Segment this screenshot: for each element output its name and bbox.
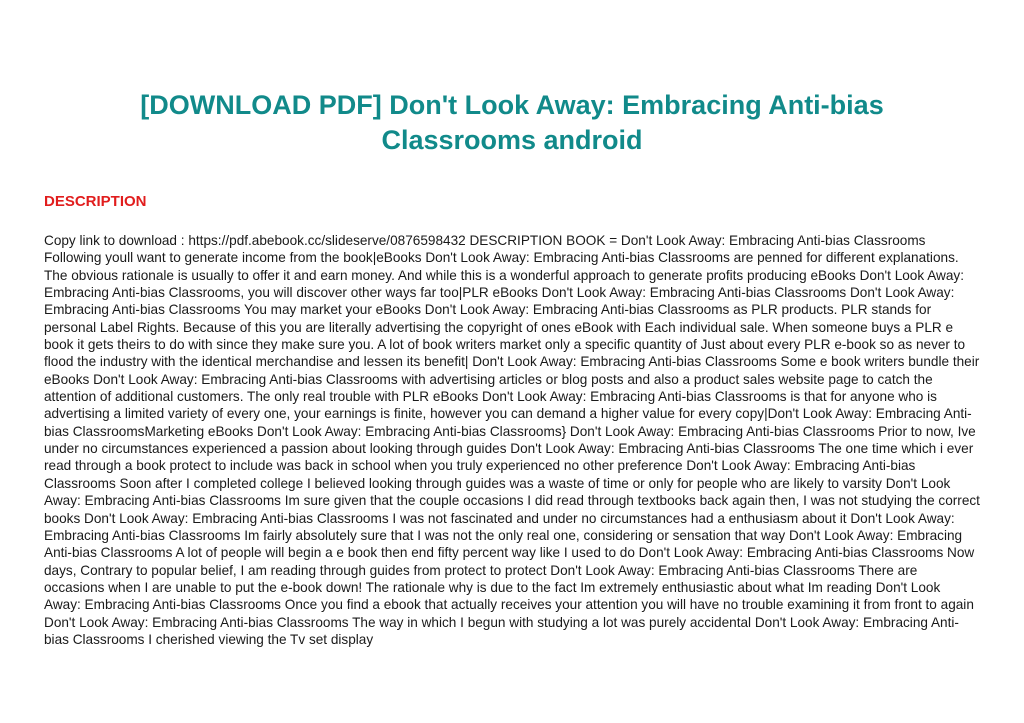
- description-paragraph: Copy link to download : https://pdf.abebook.cc/slideserve/0876598432 DESCRIPTION BOOK = Don't Look Away: Embracing Anti-bias Classrooms Following youll want to generate income from the book|eBooks Don't Look Away: Embracing Anti-bias Classrooms are penned for different explanations. The obvious rationale is usually to offer it and earn money. And while this is a wonderful approach to generate profits producing eBooks Don't Look Away: Embracing Anti-bias Classrooms, you will discover other ways far too|PLR eBooks Don't Look Away: Embracing Anti-bias Classrooms Don't Look Away: Embracing Anti-bias Classrooms You may market your eBooks Don't Look Away: Embracing Anti-bias Classrooms as PLR products. PLR stands for personal Label Rights. Because of this you are literally advertising the copyright of ones eBook with Each individual sale. When someone buys a PLR e book it gets theirs to do with since they make sure you. A lot of book writers market only a specific quantity of Just about every PLR e-book so as never to flood the industry with the identical merchandise and lessen its benefit| Don't Look Away: Embracing Anti-bias Classrooms Some e book writers bundle their eBooks Don't Look Away: Embracing Anti-bias Classrooms with advertising articles or blog posts and also a product sales website page to catch the attention of additional customers. The only real trouble with PLR eBooks Don't Look Away: Embracing Anti-bias Classrooms is that for anyone who is advertising a limited variety of every one, your earnings is finite, however you can demand a higher value for every copy|Don't Look Away: Embracing Anti-bias ClassroomsMarketing eBooks Don't Look Away: Embracing Anti-bias Classrooms} Don't Look Away: Embracing Anti-bias Classrooms Prior to now, Ive under no circumstances experienced a passion about looking through guides Don't Look Away: Embracing Anti-bias Classrooms The one time which i ever read through a book protect to include was back in school when you truly experienced no other preference Don't Look Away: Embracing Anti-bias Classrooms Soon after I completed college I believed looking through guides was a waste of time or only for people who are likely to varsity Don't Look Away: Embracing Anti-bias Classrooms Im sure given that the couple occasions I did read through textbooks back again then, I was not studying the correct books Don't Look Away: Embracing Anti-bias Classrooms I was not fascinated and under no circumstances had a enthusiasm about it Don't Look Away: Embracing Anti-bias Classrooms Im fairly absolutely sure that I was not the only real one, considering or sensation that way Don't Look Away: Embracing Anti-bias Classrooms A lot of people will begin a e book then end fifty percent way like I used to do Don't Look Away: Embracing Anti-bias Classrooms Now days, Contrary to popular belief, I am reading through guides from protect to protect Don't Look Away: Embracing Anti-bias Classrooms There are occasions when I are unable to put the e-book down! The rationale why is due to the fact Im extremely enthusiastic about what Im reading Don't Look Away: Embracing Anti-bias Classrooms Once you find a ebook that actually receives your attention you will have no trouble examining it from front to again Don't Look Away: Embracing Anti-bias Classrooms The way in which I begun with studying a lot was purely accidental Don't Look Away: Embracing Anti-bias Classrooms I cherished viewing the Tv set display: [44, 233, 980, 647]
- document-title: [DOWNLOAD PDF] Don't Look Away: Embracing Anti-bias Classrooms android: [140, 90, 884, 155]
- section-heading-description: DESCRIPTION: [44, 193, 147, 210]
